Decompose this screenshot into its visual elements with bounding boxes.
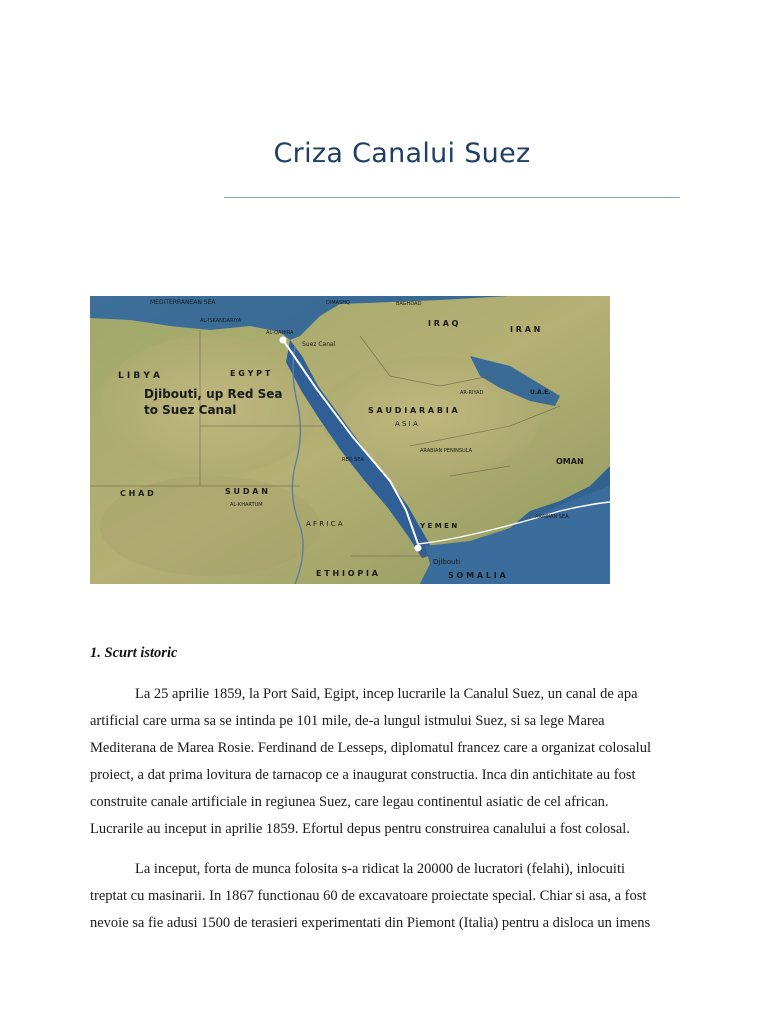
map-label-sudan: S U D A N [225,487,268,496]
map-label-egypt: E G Y P T [230,369,271,378]
paragraph-line: Lucrarile au inceput in aprilie 1859. Efortul depus pentru construirea canalului a fost colosal. [90,820,630,837]
map-label-mediterranean: MEDITERRANEAN SEA [150,299,216,306]
map-label-riyadh: AR-RIYAD [460,390,484,396]
paragraph-2 [90,856,682,937]
paragraph-line: treptat cu masinarii. In 1867 functionau 60 de excavatoare proiectate special. Chiar si asa, a fost [90,887,647,904]
section-heading: 1. Scurt istoric [90,645,178,661]
map-label-arabian-peninsula: ARABIAN PENINSULA [420,448,473,454]
suez-region-map [90,296,610,584]
map-label-alexandria: AL-ISKANDARIYA [200,318,242,324]
map-label-iraq: I R A Q [428,319,459,328]
map-label-iran: I R A N [510,325,541,334]
map-label-saudi-arabia: S A U D I A R A B I A [368,406,458,415]
paragraph-line: La inceput, forta de munca folosita s-a ridicat la 20000 de lucratori (felahi), inlocuiti [135,861,625,877]
map-label-red-sea: RED SEA [342,457,364,463]
paragraph-line: La 25 aprilie 1859, la Port Said, Egipt, incep lucrarile la Canalul Suez, un canal de apa [135,686,638,702]
paragraph-line: nevoie sa fie adusi 1500 de terasieri experimentati din Piemont (Italia) pentru a disloca un imens [90,914,651,931]
map-label-ethiopia: E T H I O P I A [316,569,378,578]
map-label-uae: U.A.E. [530,389,551,396]
paragraph-line: Mediterana de Marea Rosie. Ferdinand de Lesseps, diplomatul francez care a organizat colosalul [90,739,651,756]
map-label-suez-canal: Suez Canal [302,341,336,348]
map-label-arabian-sea: ARABIAN SEA [535,514,569,520]
paragraph-line: artificial care urma sa se intinda pe 101 mile, de-a lungul istmului Suez, si sa lege Marea [90,712,605,729]
map-label-libya: L I B Y A [118,371,160,381]
map-caption-line-1: Djibouti, up Red Sea [144,387,283,401]
title-underline [224,197,680,198]
map-label-yemen: Y E M E N [420,522,458,530]
map-caption-line-2: to Suez Canal [144,403,237,417]
map-label-cairo: AL-QAHIRA [266,330,294,336]
map-label-africa: A F R I C A [306,520,343,528]
document-title: Criza Canalui Suez [273,138,531,169]
paragraph-1 [90,681,682,842]
map-label-oman: OMAN [556,457,584,466]
paragraph-line: construite canale artificiale in regiunea Suez, care legau continentul asiatic de cel african. [90,793,609,810]
paragraph-line: proiect, a dat prima lovitura de tarnacop ce a inaugurat constructia. Inca din antichitate au fost [90,766,636,783]
map-label-asia: A S I A [395,420,418,428]
map-label-khartoum: AL-KHARTUM [230,502,263,508]
map-label-chad: C H A D [120,489,154,498]
map-label-somalia: S O M A L I A [448,571,506,580]
map-label-baghdad: BAGHDAD [396,301,422,307]
map-label-damascus: DIMASHQ [326,300,350,306]
map-label-djibouti: Djibouti [433,558,461,566]
